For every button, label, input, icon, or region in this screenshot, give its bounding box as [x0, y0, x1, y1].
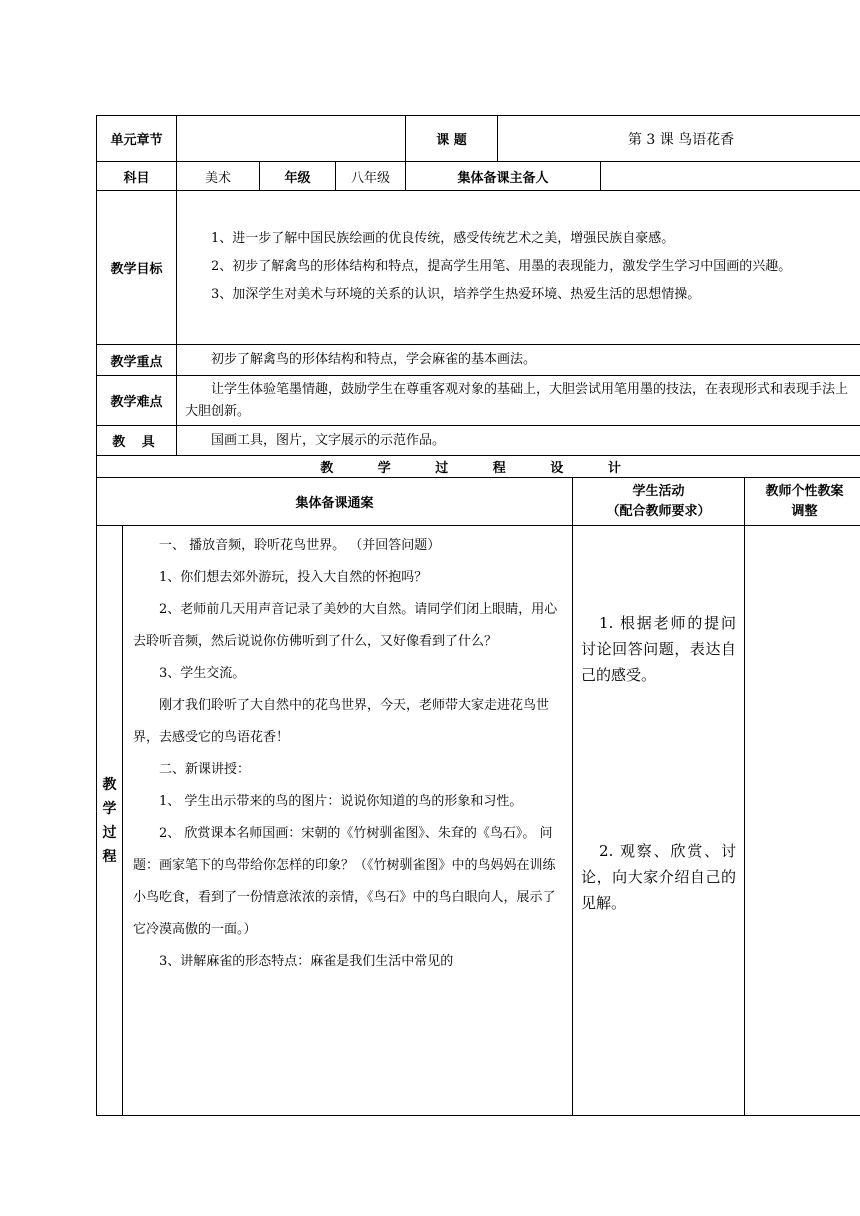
process-body-row	[97, 526, 860, 1116]
topic-label: 课 题	[406, 116, 498, 162]
column-teacher-line1: 教师个性教案	[765, 483, 844, 499]
column-student	[573, 478, 745, 526]
tools-cell	[177, 426, 860, 456]
process-paragraph: 一、 播放音频，聆听花鸟世界。 （并回答问题）	[159, 538, 441, 553]
process-paragraph: 1、你们想去郊外游玩，投入大自然的怀抱吗？	[159, 570, 428, 585]
side-char: 学	[102, 800, 117, 817]
process-paragraph: 3、学生交流。	[159, 666, 246, 681]
side-char: 过	[102, 824, 117, 841]
column-teacher	[745, 478, 860, 526]
header-row-2	[97, 162, 860, 191]
column-main: 集体备课通案	[97, 478, 573, 526]
tools-row	[97, 426, 860, 456]
process-content	[123, 526, 573, 1116]
teacher-adjust-cell	[745, 526, 860, 1116]
unit-label: 单元章节	[97, 116, 177, 162]
column-student-line2: （配合教师要求）	[606, 503, 711, 519]
topic-value: 第 3 课 鸟语花香	[498, 116, 860, 162]
side-char: 程	[102, 848, 117, 865]
spacer	[581, 526, 736, 610]
spacer	[581, 688, 736, 838]
header-row-1	[97, 116, 860, 162]
key-point-label: 教学重点	[97, 345, 177, 376]
process-title: 教 学 过 程 设 计	[97, 456, 860, 478]
student-activity-1: 1. 根据老师的提问讨论回答问题，表达自己的感受。	[581, 614, 737, 684]
side-char: 教	[102, 776, 117, 793]
difficulty-label: 教学难点	[97, 376, 177, 426]
process-paragraph: 2、 欣赏课本名师国画：宋朝的《竹树驯雀图》、朱耷的《鸟石》。 问题：画家笔下的鸟带给你怎样的印象？（《竹树驯雀图》中的鸟妈妈在训练小鸟吃食，看到了一份情意浓浓的亲情，《鸟石》中的鸟白眼向人，展示了它冷漠高傲的一面。）	[133, 826, 556, 937]
process-paragraph: 刚才我们聆听了大自然中的花鸟世界，今天，老师带大家走进花鸟世界，去感受它的鸟语花香！	[133, 698, 550, 745]
objectives-row	[97, 191, 860, 345]
objective-item: 2、初步了解禽鸟的形体结构和特点，提高学生用笔、用墨的表现能力，激发学生学习中国画的兴趣。	[211, 258, 792, 274]
difficulty-row	[97, 376, 860, 426]
tools-text: 国画工具，图片，文字展示的示范作品。	[211, 432, 446, 448]
key-point-cell	[177, 345, 860, 376]
subject-value: 美术	[177, 162, 260, 191]
process-side-label	[97, 526, 123, 1116]
process-paragraph: 二、新课讲授：	[159, 762, 251, 777]
student-activity-cell	[573, 526, 745, 1116]
objectives-label: 教学目标	[97, 191, 177, 345]
unit-value	[177, 116, 406, 162]
objective-item: 3、加深学生对美术与环境的关系的认识，培养学生热爱环境、热爱生活的思想情操。	[211, 286, 701, 302]
process-paragraph: 2、老师前几天用声音记录了美妙的大自然。请同学们闭上眼睛，用心去聆听音频，然后说说你仿佛听到了什么，又好像看到了什么？	[133, 602, 558, 649]
key-point-row	[97, 345, 860, 376]
lead-label: 集体备课主备人	[406, 162, 601, 191]
lesson-plan-page	[96, 115, 849, 1116]
subject-label: 科目	[97, 162, 177, 191]
column-teacher-line2: 调整	[791, 503, 818, 519]
column-student-line1: 学生活动	[632, 483, 685, 499]
process-title-row	[97, 456, 860, 478]
objective-item: 1、进一步了解中国民族绘画的优良传统，感受传统艺术之美，增强民族自豪感。	[211, 230, 675, 246]
tools-label: 教 具	[97, 426, 177, 456]
key-point-text: 初步了解禽鸟的形体结构和特点，学会麻雀的基本画法。	[211, 352, 537, 367]
objectives-content	[177, 191, 860, 345]
difficulty-text: 让学生体验笔墨情趣，鼓励学生在尊重客观对象的基础上，大胆尝试用笔用墨的技法，在表现形式和表现手法上大胆创新。	[185, 381, 849, 419]
process-paragraph: 1、 学生出示带来的鸟的图片：说说你知道的鸟的形象和习性。	[159, 794, 523, 809]
grade-value: 八年级	[336, 162, 406, 191]
lead-value	[601, 162, 860, 191]
difficulty-cell	[177, 376, 860, 426]
process-paragraph: 3、讲解麻雀的形态特点：麻雀是我们生活中常见的	[159, 954, 454, 969]
column-header-row	[97, 478, 860, 526]
student-activity-2: 2. 观察、欣赏、讨论，向大家介绍自己的见解。	[581, 842, 737, 912]
grade-label: 年级	[260, 162, 336, 191]
lesson-plan-table	[96, 115, 860, 1116]
